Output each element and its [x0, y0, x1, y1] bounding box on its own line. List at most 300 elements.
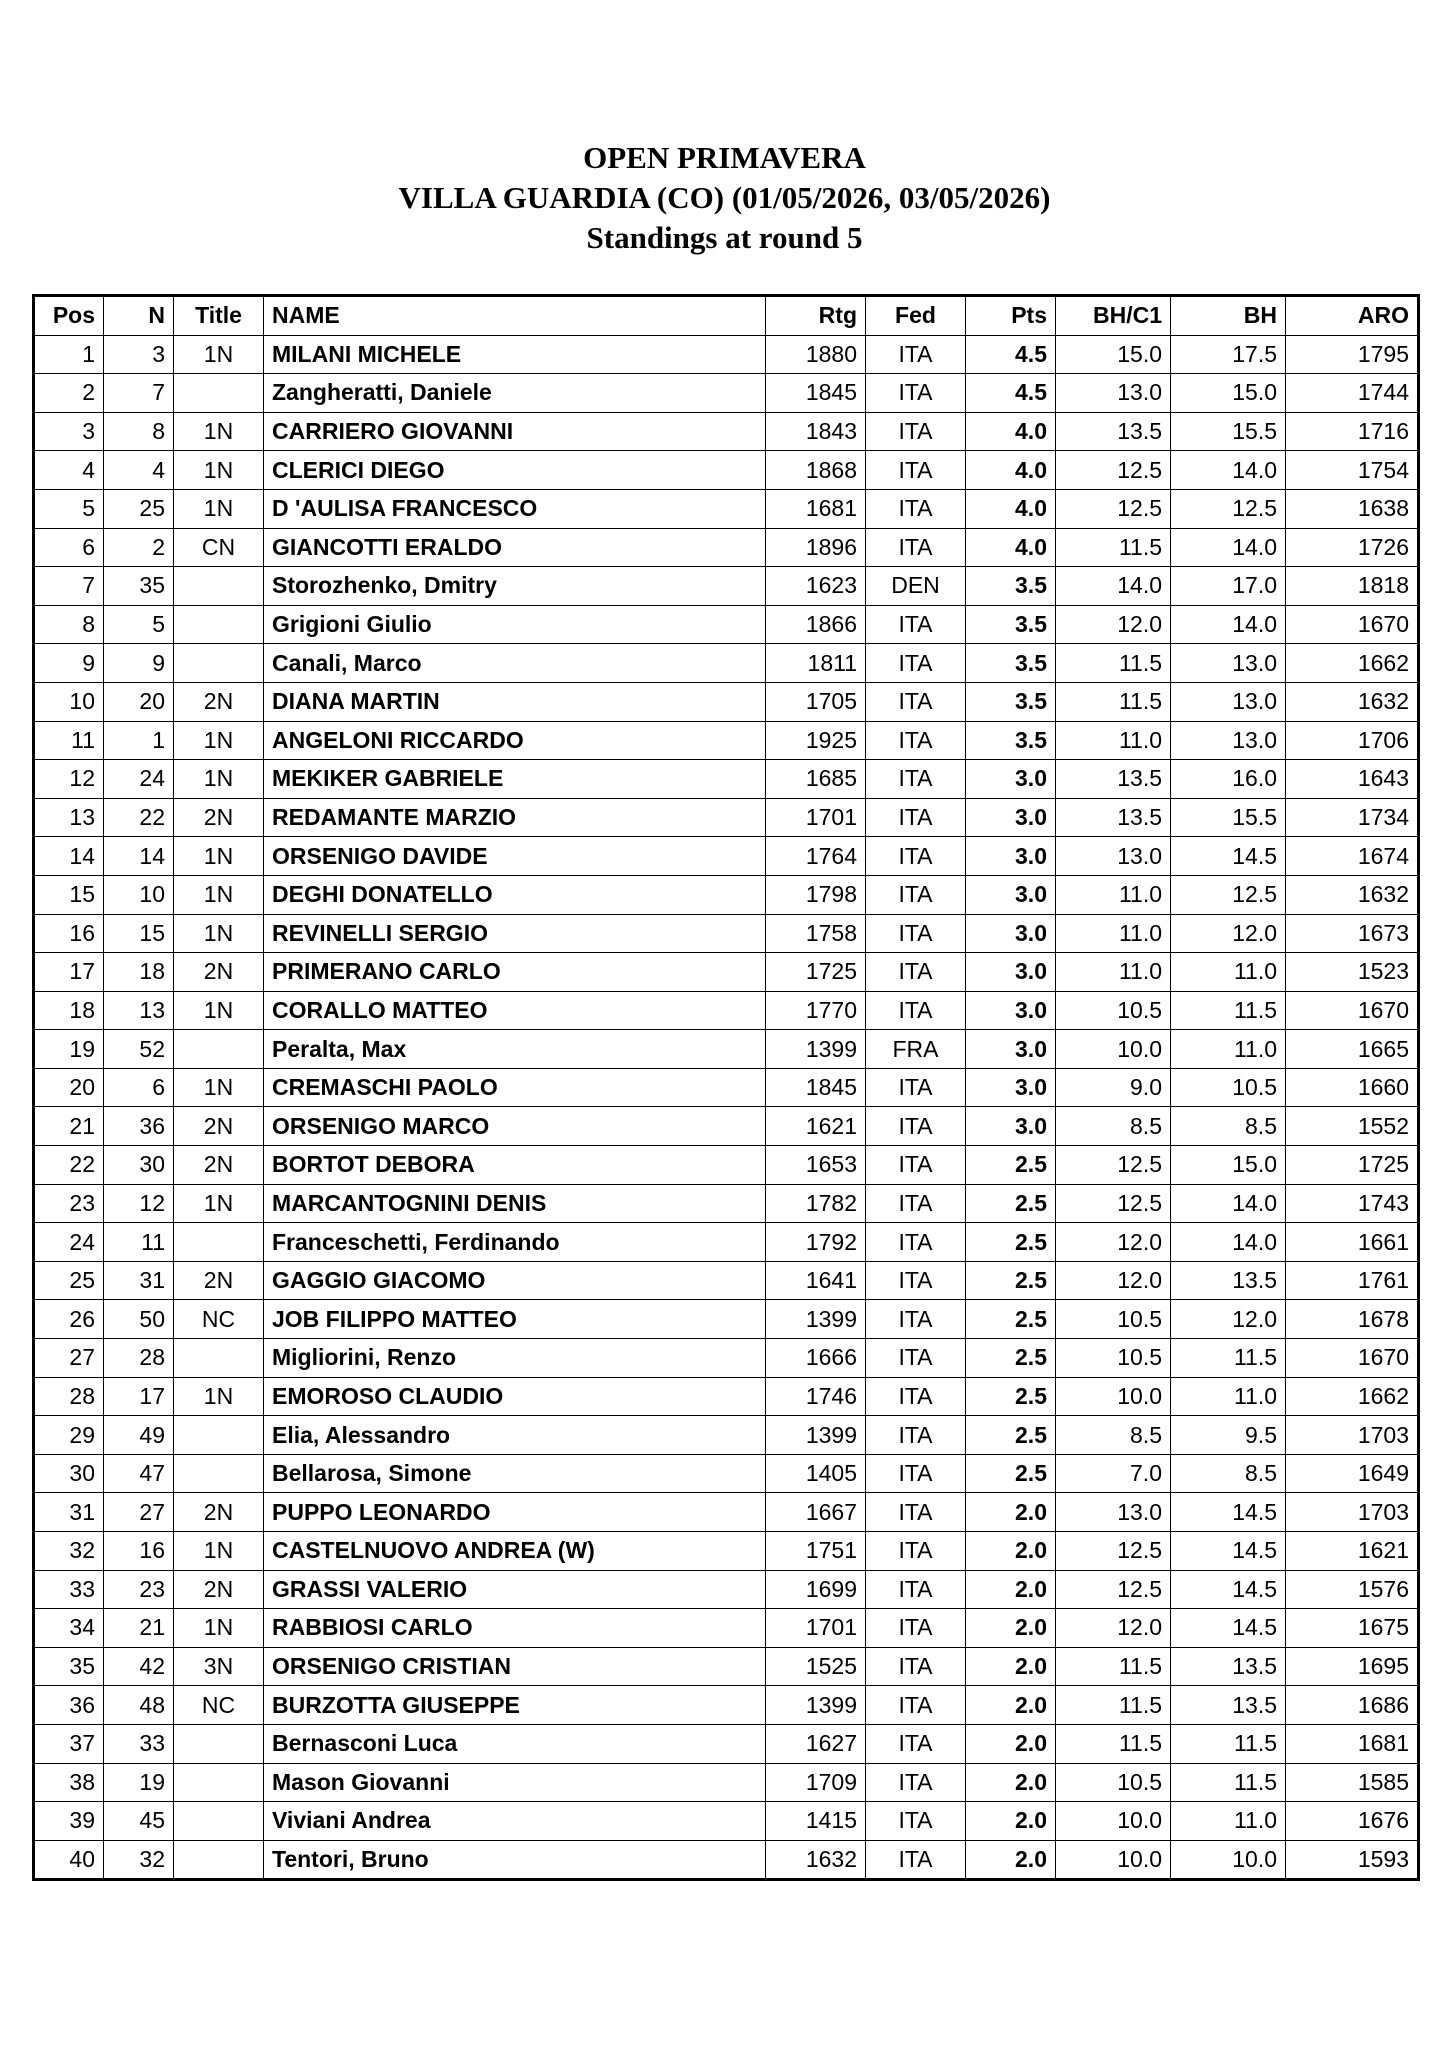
table-row: [34, 1493, 1419, 1532]
cell-title: 2N: [174, 1493, 264, 1532]
cell-aro: 1681: [1286, 1724, 1419, 1763]
cell-name: CREMASCHI PAOLO: [264, 1068, 766, 1107]
cell-fed: ITA: [866, 1454, 966, 1493]
cell-n: 48: [104, 1686, 174, 1725]
cell-pos: 31: [34, 1493, 104, 1532]
cell-title: NC: [174, 1300, 264, 1339]
cell-n: 12: [104, 1184, 174, 1223]
cell-title: 1N: [174, 837, 264, 876]
cell-pts: 2.5: [966, 1454, 1056, 1493]
cell-rtg: 1623: [766, 567, 866, 606]
cell-bh: 14.0: [1171, 1184, 1286, 1223]
cell-n: 33: [104, 1724, 174, 1763]
cell-pts: 2.5: [966, 1146, 1056, 1185]
cell-title: [174, 644, 264, 683]
cell-rtg: 1792: [766, 1223, 866, 1262]
cell-name: Grigioni Giulio: [264, 605, 766, 644]
cell-n: 22: [104, 798, 174, 837]
cell-name: GAGGIO GIACOMO: [264, 1261, 766, 1300]
table-row: [34, 1184, 1419, 1223]
cell-pos: 3: [34, 412, 104, 451]
cell-n: 20: [104, 682, 174, 721]
cell-pts: 2.5: [966, 1339, 1056, 1378]
cell-n: 7: [104, 374, 174, 413]
cell-fed: ITA: [866, 1570, 966, 1609]
cell-bh-c1: 11.0: [1056, 953, 1171, 992]
cell-bh: 8.5: [1171, 1107, 1286, 1146]
table-row: [34, 1724, 1419, 1763]
cell-pts: 2.5: [966, 1261, 1056, 1300]
column-header-pos: Pos: [34, 296, 104, 336]
cell-title: [174, 1840, 264, 1880]
cell-rtg: 1705: [766, 682, 866, 721]
cell-name: RABBIOSI CARLO: [264, 1609, 766, 1648]
cell-pos: 20: [34, 1068, 104, 1107]
cell-bh-c1: 12.5: [1056, 451, 1171, 490]
cell-pts: 2.5: [966, 1223, 1056, 1262]
cell-aro: 1674: [1286, 837, 1419, 876]
cell-pts: 2.5: [966, 1300, 1056, 1339]
cell-title: 2N: [174, 953, 264, 992]
cell-fed: ITA: [866, 1609, 966, 1648]
cell-aro: 1706: [1286, 721, 1419, 760]
cell-fed: ITA: [866, 1223, 966, 1262]
cell-name: ORSENIGO MARCO: [264, 1107, 766, 1146]
cell-rtg: 1880: [766, 335, 866, 374]
cell-aro: 1686: [1286, 1686, 1419, 1725]
cell-title: 3N: [174, 1647, 264, 1686]
cell-pts: 2.0: [966, 1647, 1056, 1686]
cell-fed: ITA: [866, 798, 966, 837]
cell-rtg: 1845: [766, 1068, 866, 1107]
cell-bh: 14.5: [1171, 1532, 1286, 1571]
cell-n: 45: [104, 1802, 174, 1841]
table-row: [34, 1339, 1419, 1378]
cell-fed: ITA: [866, 682, 966, 721]
cell-n: 10: [104, 875, 174, 914]
cell-name: GRASSI VALERIO: [264, 1570, 766, 1609]
cell-aro: 1670: [1286, 605, 1419, 644]
cell-n: 1: [104, 721, 174, 760]
cell-title: 1N: [174, 335, 264, 374]
cell-name: CORALLO MATTEO: [264, 991, 766, 1030]
cell-aro: 1632: [1286, 682, 1419, 721]
cell-aro: 1661: [1286, 1223, 1419, 1262]
cell-pts: 3.0: [966, 837, 1056, 876]
cell-pts: 2.0: [966, 1724, 1056, 1763]
cell-bh: 14.0: [1171, 1223, 1286, 1262]
cell-rtg: 1399: [766, 1686, 866, 1725]
cell-aro: 1675: [1286, 1609, 1419, 1648]
table-row: [34, 1532, 1419, 1571]
cell-aro: 1670: [1286, 1339, 1419, 1378]
column-header-bh: BH: [1171, 296, 1286, 336]
cell-pos: 25: [34, 1261, 104, 1300]
cell-pos: 8: [34, 605, 104, 644]
cell-name: PUPPO LEONARDO: [264, 1493, 766, 1532]
cell-pts: 3.5: [966, 682, 1056, 721]
cell-pts: 3.5: [966, 605, 1056, 644]
cell-title: 1N: [174, 1532, 264, 1571]
cell-bh-c1: 11.5: [1056, 1647, 1171, 1686]
cell-name: ORSENIGO CRISTIAN: [264, 1647, 766, 1686]
cell-bh: 13.5: [1171, 1686, 1286, 1725]
table-row: [34, 1454, 1419, 1493]
cell-fed: ITA: [866, 1339, 966, 1378]
standings-table: [32, 294, 1420, 1881]
cell-fed: FRA: [866, 1030, 966, 1069]
cell-pts: 2.5: [966, 1416, 1056, 1455]
cell-n: 25: [104, 489, 174, 528]
cell-bh-c1: 14.0: [1056, 567, 1171, 606]
cell-pts: 3.0: [966, 991, 1056, 1030]
cell-name: CARRIERO GIOVANNI: [264, 412, 766, 451]
cell-bh-c1: 12.0: [1056, 1223, 1171, 1262]
cell-rtg: 1845: [766, 374, 866, 413]
cell-rtg: 1632: [766, 1840, 866, 1880]
table-row: [34, 721, 1419, 760]
cell-n: 21: [104, 1609, 174, 1648]
cell-bh-c1: 13.0: [1056, 837, 1171, 876]
cell-title: [174, 1030, 264, 1069]
cell-name: Mason Giovanni: [264, 1763, 766, 1802]
cell-n: 16: [104, 1532, 174, 1571]
table-row: [34, 1223, 1419, 1262]
table-row: [34, 1261, 1419, 1300]
cell-title: 1N: [174, 914, 264, 953]
cell-pos: 37: [34, 1724, 104, 1763]
cell-bh: 10.5: [1171, 1068, 1286, 1107]
cell-rtg: 1399: [766, 1300, 866, 1339]
cell-rtg: 1725: [766, 953, 866, 992]
cell-pos: 17: [34, 953, 104, 992]
table-row: [34, 991, 1419, 1030]
table-row: [34, 1570, 1419, 1609]
cell-rtg: 1525: [766, 1647, 866, 1686]
cell-bh: 13.0: [1171, 721, 1286, 760]
table-row: [34, 605, 1419, 644]
cell-n: 52: [104, 1030, 174, 1069]
cell-pos: 39: [34, 1802, 104, 1841]
cell-pts: 3.0: [966, 1068, 1056, 1107]
cell-pts: 4.0: [966, 412, 1056, 451]
cell-pts: 2.0: [966, 1840, 1056, 1880]
cell-name: BURZOTTA GIUSEPPE: [264, 1686, 766, 1725]
cell-fed: ITA: [866, 1146, 966, 1185]
cell-bh-c1: 15.0: [1056, 335, 1171, 374]
cell-pos: 19: [34, 1030, 104, 1069]
cell-fed: ITA: [866, 953, 966, 992]
cell-title: 1N: [174, 760, 264, 799]
cell-fed: ITA: [866, 1184, 966, 1223]
cell-n: 11: [104, 1223, 174, 1262]
cell-title: 1N: [174, 412, 264, 451]
cell-rtg: 1751: [766, 1532, 866, 1571]
cell-fed: ITA: [866, 837, 966, 876]
cell-name: CLERICI DIEGO: [264, 451, 766, 490]
cell-bh-c1: 10.0: [1056, 1840, 1171, 1880]
cell-title: 2N: [174, 1107, 264, 1146]
cell-title: 2N: [174, 1261, 264, 1300]
cell-name: MEKIKER GABRIELE: [264, 760, 766, 799]
cell-rtg: 1866: [766, 605, 866, 644]
cell-n: 3: [104, 335, 174, 374]
cell-bh-c1: 12.5: [1056, 1570, 1171, 1609]
table-row: [34, 567, 1419, 606]
cell-n: 9: [104, 644, 174, 683]
cell-aro: 1670: [1286, 991, 1419, 1030]
cell-rtg: 1681: [766, 489, 866, 528]
cell-pos: 27: [34, 1339, 104, 1378]
cell-bh: 14.5: [1171, 1493, 1286, 1532]
cell-rtg: 1764: [766, 837, 866, 876]
table-row: [34, 1802, 1419, 1841]
tournament-title: OPEN PRIMAVERA: [583, 140, 866, 175]
cell-bh: 15.5: [1171, 412, 1286, 451]
cell-pts: 4.0: [966, 451, 1056, 490]
table-row: [34, 1416, 1419, 1455]
cell-pos: 30: [34, 1454, 104, 1493]
cell-aro: 1716: [1286, 412, 1419, 451]
cell-bh-c1: 11.5: [1056, 1686, 1171, 1725]
cell-pts: 4.5: [966, 335, 1056, 374]
cell-title: [174, 1416, 264, 1455]
cell-pts: 3.0: [966, 760, 1056, 799]
cell-bh: 11.5: [1171, 1339, 1286, 1378]
cell-rtg: 1653: [766, 1146, 866, 1185]
cell-rtg: 1701: [766, 798, 866, 837]
cell-pos: 2: [34, 374, 104, 413]
cell-pts: 3.0: [966, 1107, 1056, 1146]
cell-n: 27: [104, 1493, 174, 1532]
cell-n: 17: [104, 1377, 174, 1416]
cell-bh: 11.0: [1171, 953, 1286, 992]
cell-fed: ITA: [866, 412, 966, 451]
cell-title: 1N: [174, 451, 264, 490]
cell-pos: 23: [34, 1184, 104, 1223]
cell-name: ORSENIGO DAVIDE: [264, 837, 766, 876]
cell-pos: 11: [34, 721, 104, 760]
cell-pts: 2.0: [966, 1763, 1056, 1802]
cell-pts: 3.0: [966, 875, 1056, 914]
cell-name: Storozhenko, Dmitry: [264, 567, 766, 606]
cell-pos: 5: [34, 489, 104, 528]
column-header-name: NAME: [264, 296, 766, 336]
cell-n: 32: [104, 1840, 174, 1880]
cell-pos: 29: [34, 1416, 104, 1455]
cell-rtg: 1843: [766, 412, 866, 451]
cell-bh-c1: 10.5: [1056, 1339, 1171, 1378]
cell-fed: ITA: [866, 335, 966, 374]
cell-bh-c1: 13.5: [1056, 798, 1171, 837]
cell-bh: 12.5: [1171, 489, 1286, 528]
cell-title: 1N: [174, 1184, 264, 1223]
cell-pos: 18: [34, 991, 104, 1030]
cell-bh-c1: 8.5: [1056, 1107, 1171, 1146]
cell-bh: 14.0: [1171, 451, 1286, 490]
cell-rtg: 1405: [766, 1454, 866, 1493]
cell-fed: ITA: [866, 914, 966, 953]
cell-bh: 12.5: [1171, 875, 1286, 914]
cell-bh: 14.0: [1171, 528, 1286, 567]
cell-pos: 22: [34, 1146, 104, 1185]
table-row: [34, 1763, 1419, 1802]
table-row: [34, 914, 1419, 953]
cell-rtg: 1782: [766, 1184, 866, 1223]
cell-title: 2N: [174, 1570, 264, 1609]
cell-title: 2N: [174, 1146, 264, 1185]
cell-bh: 15.5: [1171, 798, 1286, 837]
table-header-row: [34, 296, 1419, 336]
cell-name: CASTELNUOVO ANDREA (W): [264, 1532, 766, 1571]
table-row: [34, 1146, 1419, 1185]
cell-fed: ITA: [866, 1840, 966, 1880]
cell-pts: 4.5: [966, 374, 1056, 413]
cell-bh: 15.0: [1171, 1146, 1286, 1185]
cell-pos: 4: [34, 451, 104, 490]
table-row: [34, 451, 1419, 490]
cell-bh: 12.0: [1171, 1300, 1286, 1339]
table-row: [34, 1840, 1419, 1880]
cell-name: MILANI MICHELE: [264, 335, 766, 374]
cell-name: Tentori, Bruno: [264, 1840, 766, 1880]
cell-n: 13: [104, 991, 174, 1030]
cell-aro: 1673: [1286, 914, 1419, 953]
cell-bh-c1: 13.0: [1056, 374, 1171, 413]
cell-bh: 16.0: [1171, 760, 1286, 799]
cell-bh: 11.0: [1171, 1030, 1286, 1069]
document-header: [0, 138, 1449, 258]
cell-name: GIANCOTTI ERALDO: [264, 528, 766, 567]
cell-aro: 1703: [1286, 1416, 1419, 1455]
cell-bh-c1: 12.5: [1056, 1184, 1171, 1223]
cell-aro: 1676: [1286, 1802, 1419, 1841]
cell-title: [174, 1763, 264, 1802]
table-row: [34, 1686, 1419, 1725]
cell-n: 47: [104, 1454, 174, 1493]
cell-aro: 1660: [1286, 1068, 1419, 1107]
cell-fed: ITA: [866, 1763, 966, 1802]
cell-fed: ITA: [866, 1068, 966, 1107]
cell-name: REDAMANTE MARZIO: [264, 798, 766, 837]
cell-pos: 35: [34, 1647, 104, 1686]
cell-pos: 14: [34, 837, 104, 876]
cell-bh: 12.0: [1171, 914, 1286, 953]
cell-bh: 11.0: [1171, 1377, 1286, 1416]
cell-pts: 3.0: [966, 1030, 1056, 1069]
cell-bh-c1: 12.0: [1056, 1609, 1171, 1648]
table-row: [34, 875, 1419, 914]
cell-rtg: 1621: [766, 1107, 866, 1146]
cell-name: Viviani Andrea: [264, 1802, 766, 1841]
cell-title: [174, 567, 264, 606]
cell-title: 1N: [174, 991, 264, 1030]
cell-bh: 10.0: [1171, 1840, 1286, 1880]
cell-n: 18: [104, 953, 174, 992]
cell-title: 1N: [174, 1609, 264, 1648]
cell-name: BORTOT DEBORA: [264, 1146, 766, 1185]
cell-aro: 1725: [1286, 1146, 1419, 1185]
cell-name: Bernasconi Luca: [264, 1724, 766, 1763]
cell-name: Canali, Marco: [264, 644, 766, 683]
cell-title: 1N: [174, 489, 264, 528]
cell-n: 15: [104, 914, 174, 953]
cell-n: 36: [104, 1107, 174, 1146]
cell-rtg: 1896: [766, 528, 866, 567]
table-row: [34, 1609, 1419, 1648]
cell-aro: 1649: [1286, 1454, 1419, 1493]
cell-fed: ITA: [866, 1802, 966, 1841]
table-row: [34, 528, 1419, 567]
cell-bh-c1: 12.5: [1056, 1532, 1171, 1571]
cell-fed: ITA: [866, 1647, 966, 1686]
cell-title: [174, 1454, 264, 1493]
cell-pts: 3.5: [966, 644, 1056, 683]
cell-bh-c1: 13.0: [1056, 1493, 1171, 1532]
cell-bh-c1: 11.5: [1056, 528, 1171, 567]
cell-n: 49: [104, 1416, 174, 1455]
cell-n: 31: [104, 1261, 174, 1300]
cell-bh: 14.5: [1171, 1609, 1286, 1648]
column-header-rtg: Rtg: [766, 296, 866, 336]
cell-name: Peralta, Max: [264, 1030, 766, 1069]
column-header-pts: Pts: [966, 296, 1056, 336]
cell-bh: 17.5: [1171, 335, 1286, 374]
cell-rtg: 1770: [766, 991, 866, 1030]
cell-title: [174, 1802, 264, 1841]
column-header-bh-c1: BH/C1: [1056, 296, 1171, 336]
cell-n: 28: [104, 1339, 174, 1378]
cell-bh-c1: 13.5: [1056, 412, 1171, 451]
cell-fed: ITA: [866, 1724, 966, 1763]
cell-bh-c1: 10.5: [1056, 1300, 1171, 1339]
cell-bh-c1: 10.5: [1056, 991, 1171, 1030]
table-row: [34, 760, 1419, 799]
table-row: [34, 1377, 1419, 1416]
cell-aro: 1638: [1286, 489, 1419, 528]
cell-fed: DEN: [866, 567, 966, 606]
table-row: [34, 1068, 1419, 1107]
cell-fed: ITA: [866, 721, 966, 760]
cell-name: D 'AULISA FRANCESCO: [264, 489, 766, 528]
cell-bh-c1: 10.0: [1056, 1802, 1171, 1841]
cell-fed: ITA: [866, 605, 966, 644]
cell-rtg: 1868: [766, 451, 866, 490]
cell-title: NC: [174, 1686, 264, 1725]
cell-fed: ITA: [866, 1107, 966, 1146]
cell-pos: 38: [34, 1763, 104, 1802]
cell-rtg: 1699: [766, 1570, 866, 1609]
table-row: [34, 682, 1419, 721]
cell-title: CN: [174, 528, 264, 567]
cell-rtg: 1709: [766, 1763, 866, 1802]
cell-rtg: 1746: [766, 1377, 866, 1416]
cell-n: 14: [104, 837, 174, 876]
cell-pos: 32: [34, 1532, 104, 1571]
cell-aro: 1695: [1286, 1647, 1419, 1686]
table-row: [34, 335, 1419, 374]
tournament-location-dates: VILLA GUARDIA (CO) (01/05/2026, 03/05/2026): [398, 180, 1051, 215]
cell-name: Bellarosa, Simone: [264, 1454, 766, 1493]
cell-title: [174, 374, 264, 413]
cell-aro: 1576: [1286, 1570, 1419, 1609]
cell-aro: 1585: [1286, 1763, 1419, 1802]
cell-bh: 8.5: [1171, 1454, 1286, 1493]
cell-rtg: 1415: [766, 1802, 866, 1841]
cell-aro: 1593: [1286, 1840, 1419, 1880]
cell-pos: 10: [34, 682, 104, 721]
cell-name: REVINELLI SERGIO: [264, 914, 766, 953]
